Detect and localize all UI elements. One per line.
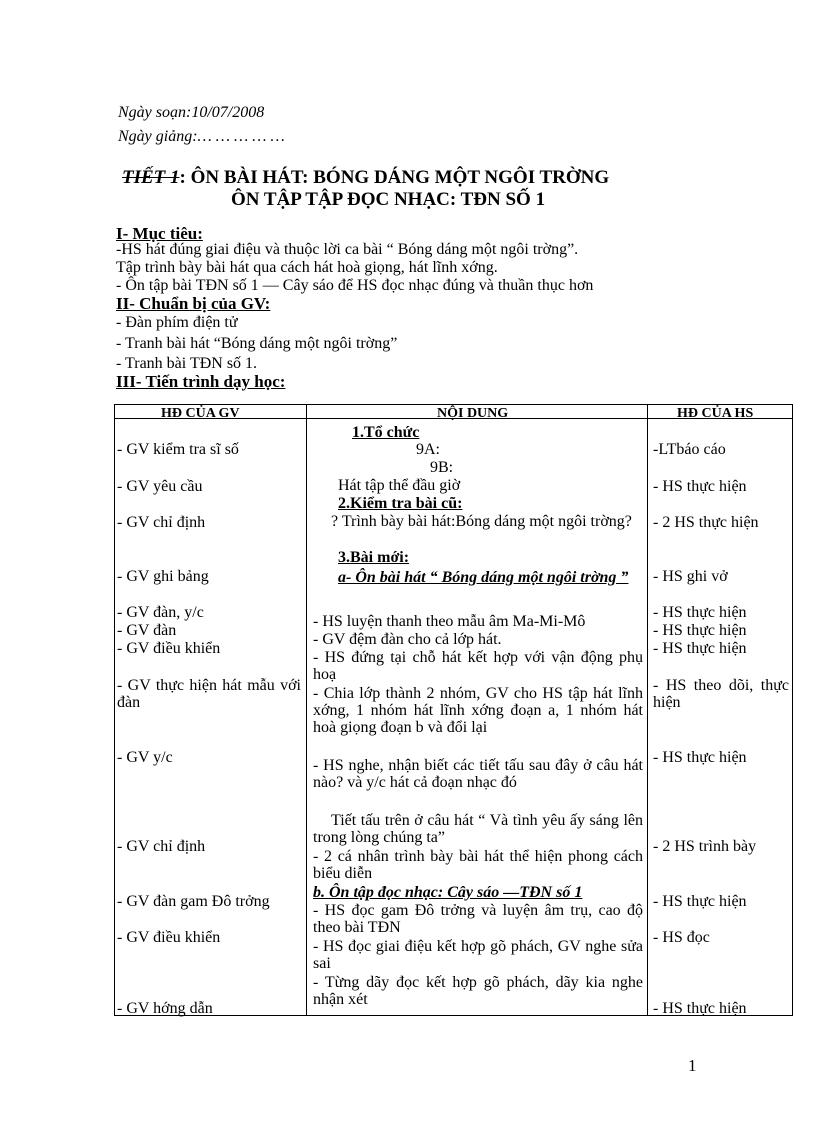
hs-item: -LTbáo cáo (653, 441, 726, 458)
hs-item: - 2 HS thực hiện (653, 514, 759, 531)
hs-item: - HS thực hiện (653, 640, 747, 657)
hs-item: - HS đọc (653, 929, 710, 946)
column-divider-1 (306, 404, 307, 1016)
hs-item: - 2 HS trình bày (653, 838, 757, 855)
rhythm-note: Tiết tấu trên ở câu hát “ Và tình yêu ấy sáng lên trong lòng chúng ta” (313, 812, 643, 846)
preparation-heading: II- Chuẩn bị của GV: (116, 294, 271, 313)
objective-line-2: Tập trình bày bài hát qua cách hát hoà giọng, hát lĩnh xớng. (116, 259, 498, 276)
page-number: 1 (688, 1056, 697, 1075)
hs-item: - HS thực hiện (653, 893, 747, 910)
section-1-title: 1.Tổ chức (352, 424, 420, 441)
part-a-title: a- Ôn bài hát “ Bóng dáng một ngôi trờng ” (338, 569, 629, 586)
individual-performance: - 2 cá nhân trình bày bài hát thể hiện phong cách biểu diễn (313, 848, 643, 882)
preparation-item-1: - Đàn phím điện tử (116, 314, 238, 331)
gv-item: - GV đàn gam Đô trởng (117, 893, 270, 910)
hs-item: - HS thực hiện (653, 622, 747, 639)
gv-item: - GV ghi bảng (117, 568, 209, 585)
gv-item: - GV y/c (117, 749, 173, 766)
class-9b: 9B: (430, 459, 454, 476)
process-heading: III- Tiến trình dạy học: (116, 372, 286, 391)
lesson-number: TIẾT 1 (122, 167, 180, 188)
objective-line-3: - Ôn tập bài TĐN số 1 — Cây sáo để HS đọc nhạc đúng và thuần thục hơn (116, 277, 594, 294)
part-b-item: - HS đọc gam Đô trởng và luyện âm trụ, cao độ theo bài TĐN (313, 902, 643, 936)
section-3-title: 3.Bài mới: (338, 549, 410, 566)
gv-item: - GV chỉ định (117, 514, 206, 531)
gv-item: - GV điều khiển (117, 929, 221, 946)
gv-item: - GV thực hiện hát mẫu với đàn (117, 677, 301, 711)
header-gv: HĐ CỦA GV (161, 406, 240, 421)
header-content: NỘI DUNG (437, 406, 509, 421)
section-2-question: ? Trình bày bài hát:Bóng dáng một ngôi trờng? (331, 513, 632, 530)
header-hs: HĐ CỦA HS (677, 406, 754, 421)
preparation-item-3: - Tranh bài TĐN số 1. (116, 355, 258, 372)
objective-line-1: -HS hát đúng giai điệu và thuộc lời ca bài “ Bóng dáng một ngôi trờng”. (116, 241, 579, 258)
part-a-item: - Chia lớp thành 2 nhóm, GV cho HS tập hát lĩnh xớng, 1 nhóm hát lĩnh xớng đoạn a, 1 nhóm hát hoà giọng đoạn b và đổi lại (313, 685, 643, 736)
gv-item: - GV điều khiển (117, 640, 221, 657)
part-b-item: - Từng dãy đọc kết hợp gõ phách, dãy kia nghe nhận xét (313, 974, 643, 1008)
part-a-item: - GV đệm đàn cho cả lớp hát. (313, 631, 502, 648)
hs-item: - HS thực hiện (653, 749, 747, 766)
date-taught: Ngày giảng:… … … … … (118, 128, 285, 145)
gv-item: - GV hớng dẫn (117, 1000, 213, 1017)
lesson-title-text: : ÔN BÀI HÁT: BÓNG DÁNG MỘT NGÔI TRỜNG (179, 167, 610, 188)
class-9a: 9A: (416, 441, 440, 458)
part-b-title: b. Ôn tập đọc nhạc: Cây sáo —TĐN số 1 (313, 884, 583, 901)
part-b-item: - HS đọc giai điệu kết hợp gõ phách, GV nghe sửa sai (313, 938, 643, 972)
lesson-title-line-2: ÔN TẬP TẬP ĐỌC NHẠC: TĐN SỐ 1 (231, 189, 546, 210)
part-a-item: - HS đứng tại chỗ hát kết hợp với vận động phụ hoạ (313, 649, 643, 683)
part-a-item: - HS nghe, nhận biết các tiết tấu sau đây ở câu hát nào? và y/c hát cả đoạn nhạc đó (313, 757, 643, 791)
objectives-heading: I- Mục tiêu: (116, 224, 203, 243)
date-prepared: Ngày soạn:10/07/2008 (118, 104, 265, 121)
hs-item: - HS thực hiện (653, 604, 747, 621)
lesson-title-line-1 (122, 167, 609, 189)
section-2-title: 2.Kiểm tra bài cũ: (338, 495, 463, 512)
preparation-item-2: - Tranh bài hát “Bóng dáng một ngôi trờng” (116, 335, 398, 352)
gv-item: - GV đàn (117, 622, 177, 639)
hs-item: - HS ghi vở (653, 568, 728, 585)
gv-item: - GV đàn, y/c (117, 604, 204, 621)
hs-item: - HS theo dõi, thực hiện (653, 677, 789, 711)
hs-item: - HS thực hiện (653, 1000, 747, 1017)
part-a-item: - HS luyện thanh theo mẫu âm Ma-Mi-Mô (313, 613, 586, 630)
gv-item: - GV kiểm tra sĩ số (117, 441, 239, 458)
gv-item: - GV yêu cầu (117, 478, 203, 495)
gv-item: - GV chỉ định (117, 838, 206, 855)
hs-item: - HS thực hiện (653, 478, 747, 495)
warmup-text: Hát tập thể đầu giờ (338, 477, 461, 494)
column-divider-2 (647, 404, 648, 1016)
